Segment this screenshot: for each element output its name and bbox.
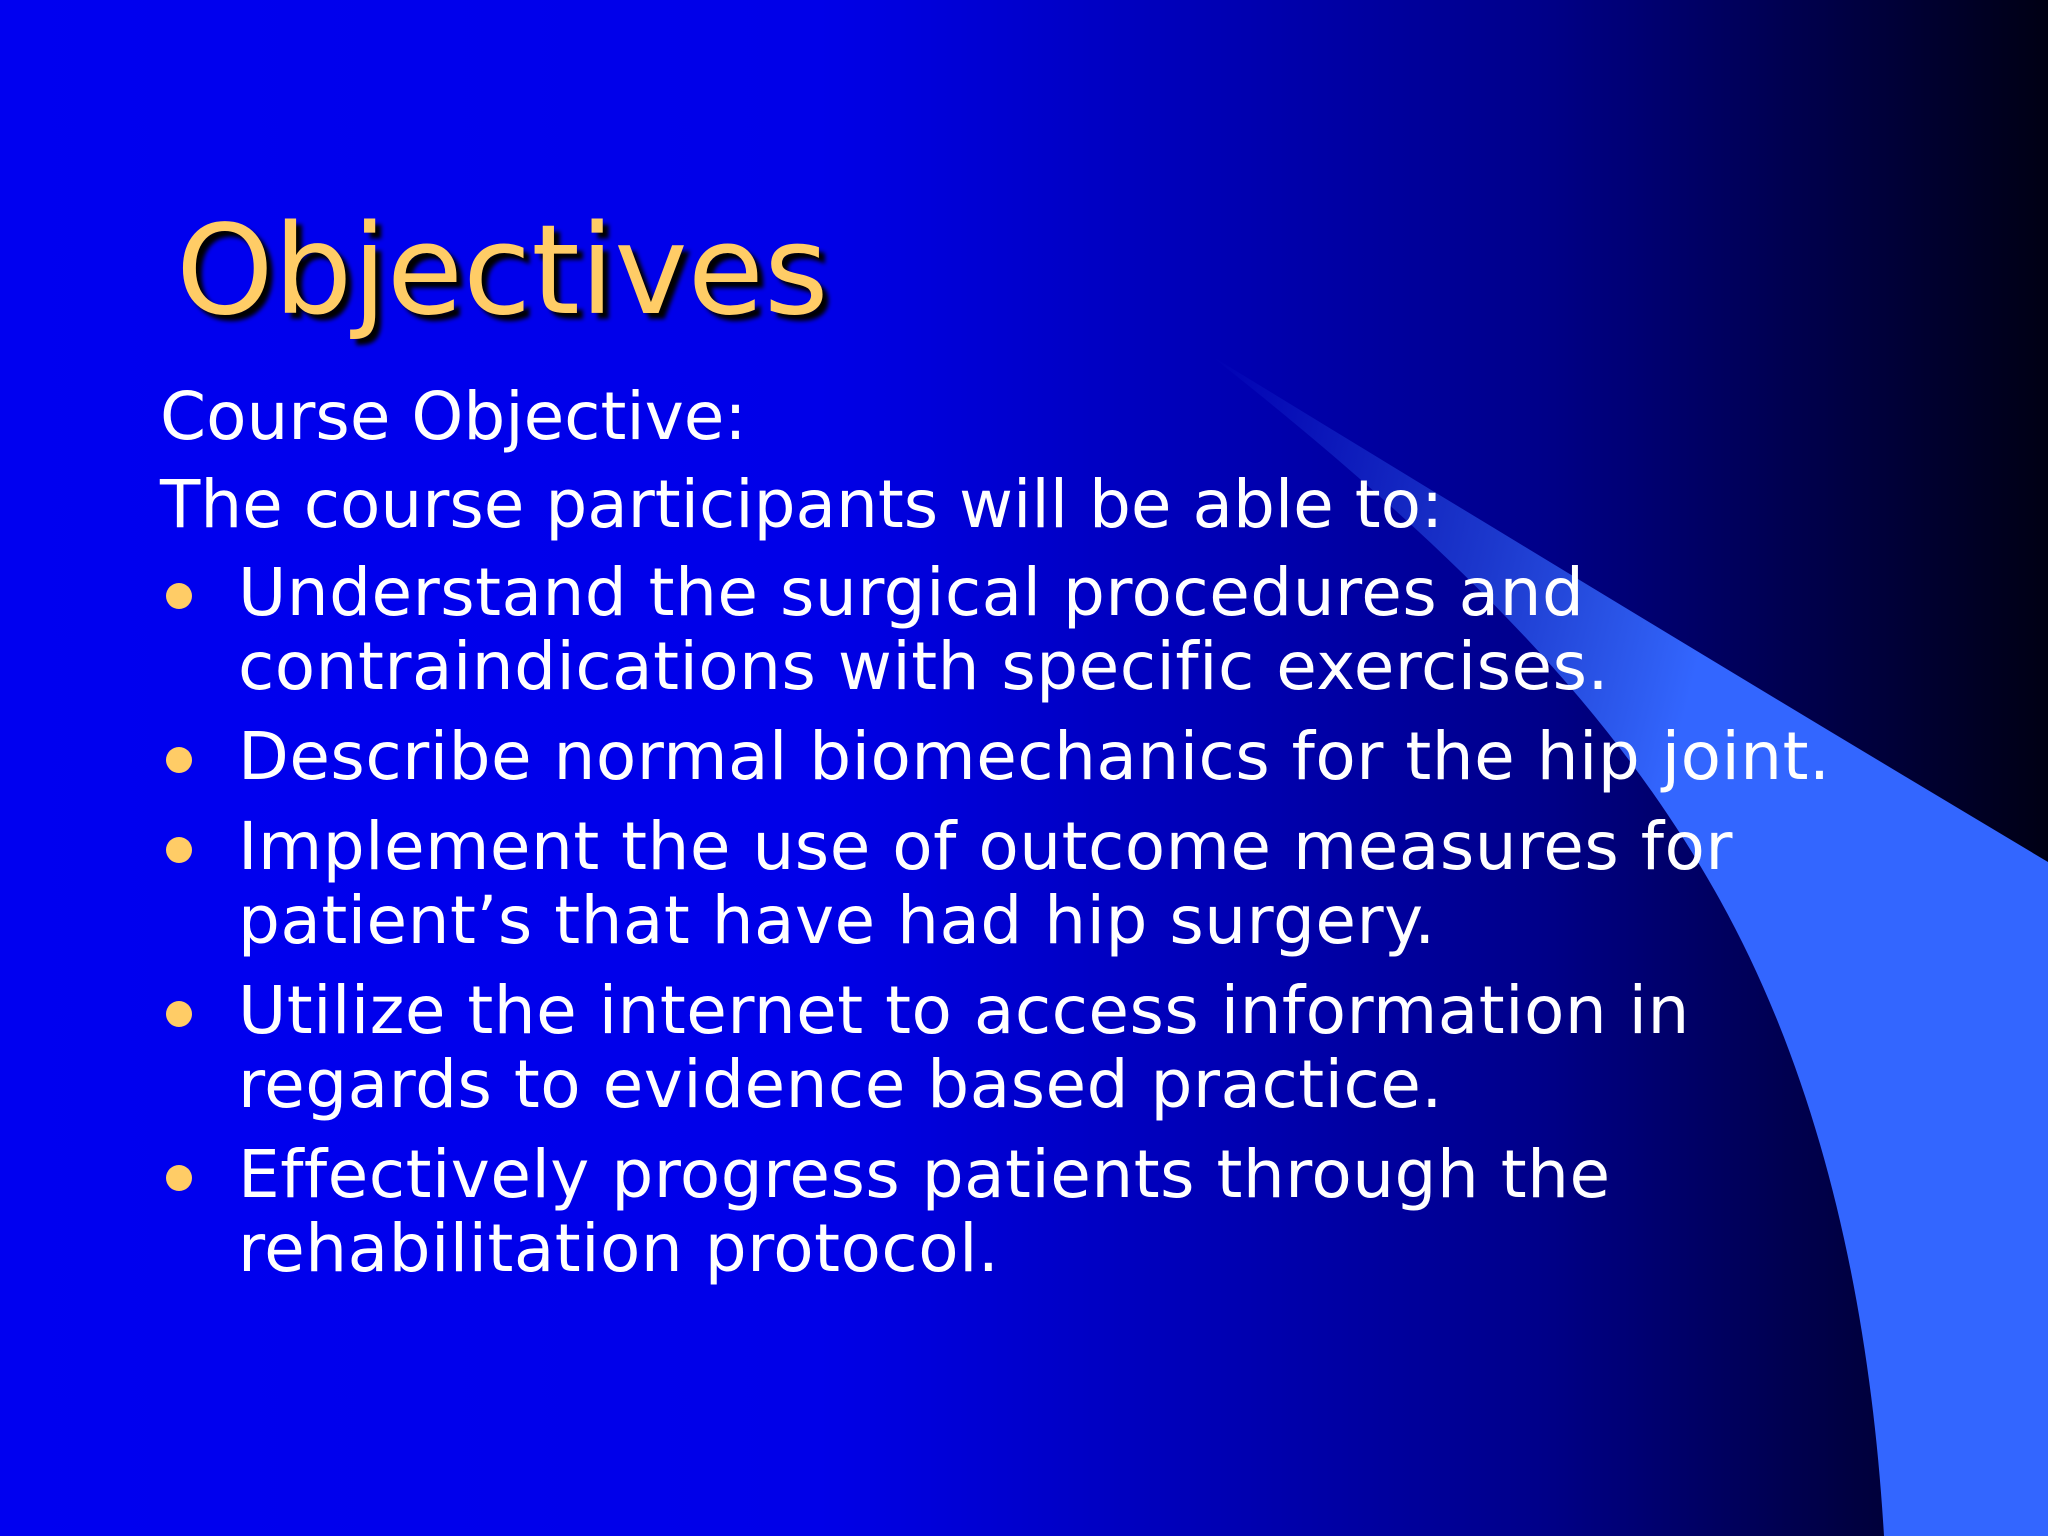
objective-item [160, 810, 1840, 958]
slide-body [160, 380, 1840, 1302]
objective-item [160, 720, 1840, 794]
intro-line: The course participants will be able to: [160, 466, 1444, 543]
slide-title: Objectives [176, 199, 829, 343]
objective-text: Describe normal biomechanics for the hip joint. [238, 718, 1831, 795]
bullet-icon [166, 747, 192, 773]
course-objective-heading: Course Objective: [160, 378, 747, 455]
objective-text: Implement the use of outcome measures for patient’s that have had hip surgery. [238, 808, 1733, 959]
objective-text: Understand the surgical procedures and contraindications with specific exercises. [238, 554, 1609, 705]
objective-text: Effectively progress patients through the rehabilitation protocol. [238, 1136, 1611, 1287]
bullet-icon [166, 837, 192, 863]
bullet-icon [166, 1001, 192, 1027]
objectives-list [160, 556, 1840, 1286]
objective-item [160, 556, 1840, 704]
objective-item [160, 974, 1840, 1122]
objective-item [160, 1138, 1840, 1286]
bullet-icon [166, 1165, 192, 1191]
bullet-icon [166, 583, 192, 609]
objective-text: Utilize the internet to access information in regards to evidence based practice. [238, 972, 1690, 1123]
